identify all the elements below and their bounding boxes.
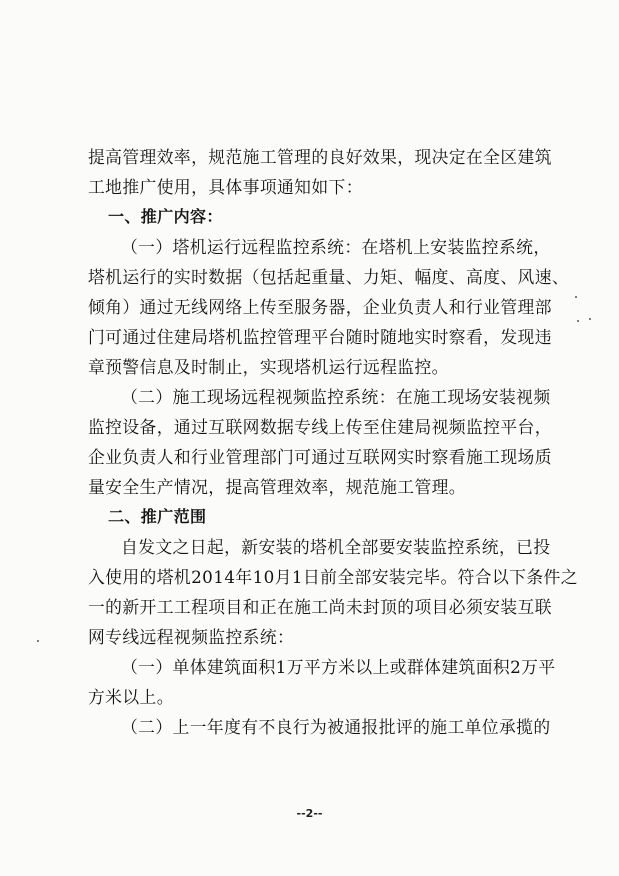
paragraph-line: 倾角）通过无线网络上传至服务器，企业负责人和行业管理部 [88, 297, 552, 317]
paragraph-line: 量安全生产情况，提高管理效率，规范施工管理。 [88, 477, 466, 497]
paragraph-line: 提高管理效率，规范施工管理的良好效果，现决定在全区建筑 [88, 147, 552, 167]
paragraph-line: 工地推广使用，具体事项通知如下： [88, 177, 363, 197]
paragraph-line: 一的新开工工程项目和正在施工尚未封顶的项目必须安装互联 [88, 597, 552, 617]
paragraph-line: 门可通过住建局塔机监控管理平台随时随地实时察看，发现违 [88, 327, 552, 347]
paragraph-line: 入使用的塔机2014年10月1日前全部安装完毕。符合以下条件之 [88, 567, 578, 587]
paragraph-line: 监控设备，通过互联网数据专线上传至住建局视频监控平台， [88, 417, 552, 437]
page-number: --2-- [296, 807, 323, 820]
paragraph-line: （二）上一年度有不良行为被通报批评的施工单位承揽的 [121, 717, 551, 737]
scan-speck [577, 320, 579, 322]
scan-speck [37, 640, 39, 642]
paragraph-line: （二）施工现场远程视频监控系统：在施工现场安装视频 [121, 387, 551, 407]
paragraph-line: 自发文之日起，新安装的塔机全部要安装监控系统，已投 [121, 537, 551, 557]
paragraph-line: （一）单体建筑面积1万平方米以上或群体建筑面积2万平 [121, 657, 556, 677]
paragraph-line: （一）塔机运行远程监控系统：在塔机上安装监控系统， [121, 237, 551, 257]
section-heading: 二、推广范围 [108, 507, 207, 526]
scan-speck [575, 296, 577, 298]
paragraph-line: 章预警信息及时制止，实现塔机运行远程监控。 [88, 357, 449, 377]
scan-speck [589, 318, 591, 320]
paragraph-line: 方米以上。 [88, 687, 174, 707]
section-heading: 一、推广内容： [108, 207, 223, 226]
paragraph-line: 塔机运行的实时数据（包括起重量、力矩、幅度、高度、风速、 [88, 267, 570, 287]
body-text [88, 142, 578, 742]
paragraph-line: 网专线远程视频监控系统： [88, 627, 295, 647]
paragraph-line: 企业负责人和行业管理部门可通过互联网实时察看施工现场质 [88, 447, 552, 467]
